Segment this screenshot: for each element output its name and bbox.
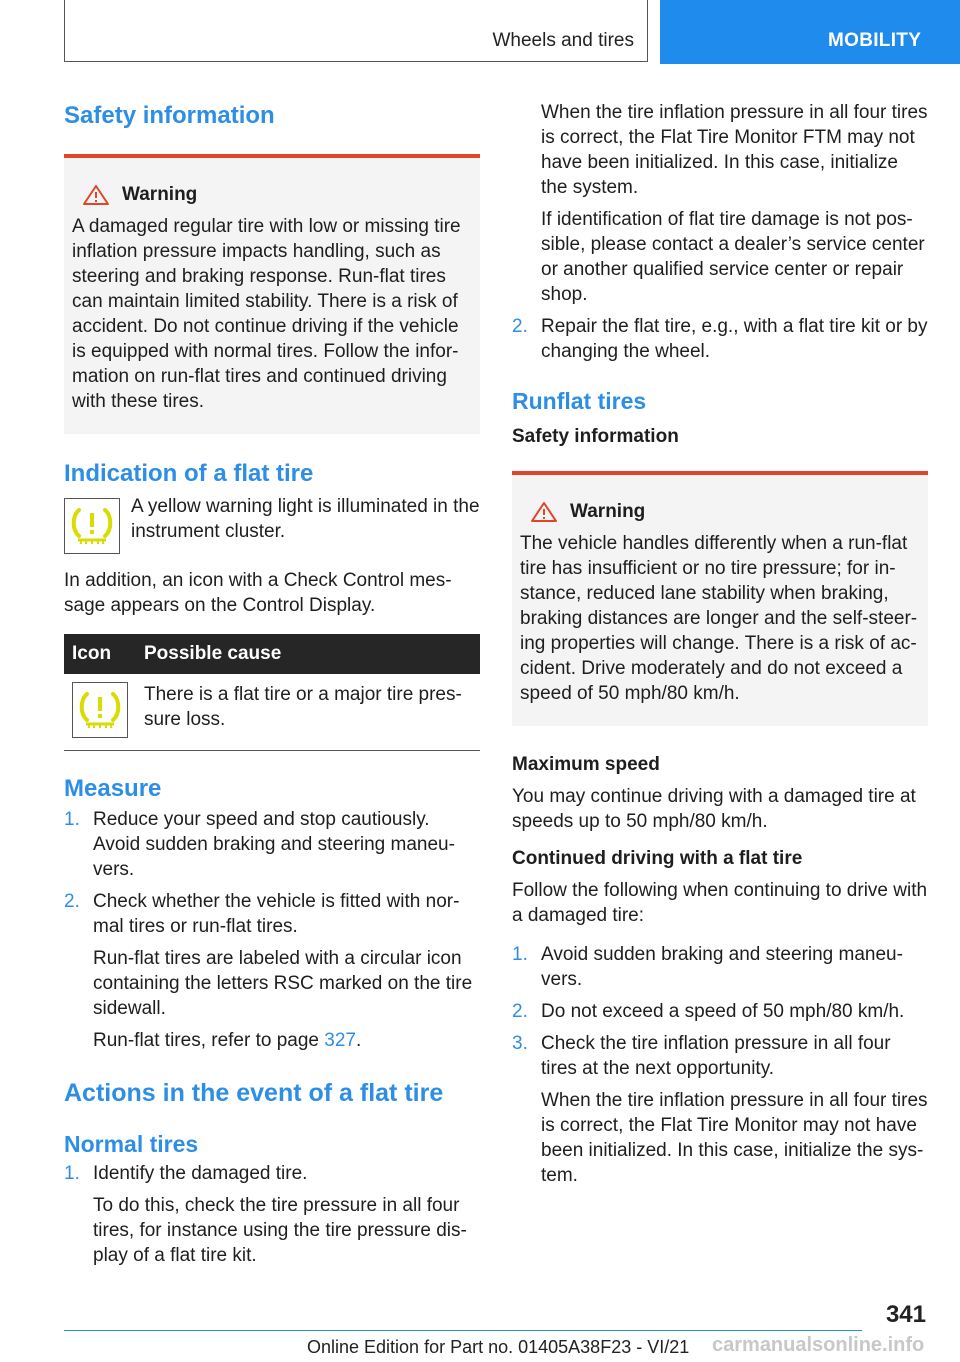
warning-box <box>512 471 928 726</box>
measure-heading: Measure <box>64 775 162 802</box>
continued-driving-list <box>512 942 928 1188</box>
indication-text: A yellow warning light is illuminated in the instrument cluster. <box>131 496 480 542</box>
right-column <box>512 100 928 1188</box>
list-item <box>512 314 928 364</box>
mobility-tab[interactable]: MOBILITY <box>660 0 960 64</box>
max-speed-text: You may continue driving with a damaged tire at speeds up to 50 mph/80 km/h. <box>512 786 916 832</box>
list-item <box>64 1161 480 1268</box>
runflat-heading: Runflat tires <box>512 388 647 414</box>
left-column <box>64 100 480 1268</box>
list-subtext-ref <box>93 1028 480 1053</box>
warning-text: A damaged regular tire with low or missing tire inflation pressure impacts handling, such as steering and braking response. Run-flat tires can maintain limited stability. There is a risk of accident. Do not continue driving if the vehicle is equipped with normal tires. Follow the infor-mation on run-flat tires and continued driving with these tires. <box>72 216 461 412</box>
runflat-safety-heading: Safety information <box>512 426 679 447</box>
list-item <box>64 807 480 882</box>
measure-list <box>64 807 480 1053</box>
watermark: carmanualsonline.info <box>712 1334 925 1356</box>
list-item <box>64 889 480 1053</box>
list-text: Do not exceed a speed of 50 mph/80 km/h. <box>541 1001 905 1022</box>
page-number: 341 <box>885 1301 926 1328</box>
warning-triangle-icon <box>530 501 558 523</box>
warning-title-text: Warning <box>122 184 198 205</box>
warning-title-text: Warning <box>570 501 646 522</box>
indication-heading: Indication of a flat tire <box>64 460 314 487</box>
list-number: 1. <box>512 944 528 965</box>
tire-warning-icon <box>72 682 128 738</box>
safety-information-heading: Safety information <box>64 102 275 129</box>
list-subtext: To do this, check the tire pressure in all four tires, for instance using the tire pressure dis-play of a flat tire kit. <box>93 1195 467 1266</box>
list-item <box>512 942 928 992</box>
table-header-cause: Possible cause <box>136 634 480 674</box>
list-number: 2. <box>512 316 528 337</box>
list-number: 2. <box>512 1001 528 1022</box>
max-speed-heading: Maximum speed <box>512 754 660 775</box>
section-title: Wheels and tires <box>492 30 634 51</box>
normal-tires-list-continued <box>512 100 928 364</box>
list-text: Check whether the vehicle is fitted with nor-mal tires or run-flat tires. <box>93 891 460 937</box>
list-subtext: Run-flat tires are labeled with a circular icon containing the letters RSC marked on the tire sidewall. <box>93 948 473 1019</box>
table-header-row <box>64 634 480 674</box>
warning-title <box>530 499 920 525</box>
list-item <box>512 999 928 1024</box>
list-number: 1. <box>64 1163 80 1184</box>
warning-title <box>82 182 472 208</box>
warning-text: The vehicle handles differently when a run-flat tire has insufficient or no tire pressure; for in-stance, reduced lane stability when braking, braking distances are longer and the self-steer-ing properties will change. There is a risk of ac-cident. Drive moderately and do not exceed a speed of 50 mph/80 km/h. <box>520 533 918 704</box>
page-link[interactable]: 327 <box>324 1030 356 1051</box>
footer-divider <box>64 1330 862 1331</box>
list-number: 2. <box>64 891 80 912</box>
warning-box <box>64 154 480 434</box>
ref-prefix: Run-flat tires, refer to page <box>93 1030 325 1051</box>
edition-text: Online Edition for Part no. 01405A38F23 - VI/21 <box>307 1337 690 1357</box>
list-text: Repair the flat tire, e.g., with a flat tire kit or by changing the wheel. <box>541 316 928 362</box>
list-subtext: When the tire inflation pressure in all four tires is correct, the Flat Tire Monitor FTM may not have been initialized. In this case, initialize the system. <box>541 102 928 198</box>
list-item <box>512 1031 928 1188</box>
tire-warning-icon <box>64 498 120 554</box>
table-cell-icon <box>64 674 136 751</box>
list-subtext: When the tire inflation pressure in all four tires is correct, the Flat Tire Monitor may not have been initialized. In this case, initialize the sys-tem. <box>541 1090 928 1186</box>
list-number: 3. <box>512 1033 528 1054</box>
list-item <box>512 100 928 307</box>
list-text: Avoid sudden braking and steering maneu-vers. <box>541 944 903 990</box>
table-cell-cause: There is a flat tire or a major tire pres-sure loss. <box>136 674 480 751</box>
continued-driving-text: Follow the following when continuing to drive with a damaged tire: <box>512 880 928 926</box>
ref-suffix: . <box>355 1030 362 1051</box>
warning-triangle-icon <box>82 184 110 206</box>
list-text: Identify the damaged tire. <box>93 1163 308 1184</box>
table-row <box>64 674 480 751</box>
normal-tires-heading: Normal tires <box>64 1131 199 1157</box>
continued-driving-heading: Continued driving with a flat tire <box>512 848 803 869</box>
normal-tires-list <box>64 1161 480 1268</box>
actions-heading: Actions in the event of a flat tire <box>64 1079 444 1107</box>
list-number: 1. <box>64 809 80 830</box>
list-subtext: If identification of flat tire damage is not pos-sible, please contact a dealer’s service center or another qualified service center or repair shop. <box>541 209 925 305</box>
indication-row <box>64 494 480 554</box>
table-header-icon: Icon <box>64 634 136 674</box>
causes-table <box>64 634 480 751</box>
additional-text: In addition, an icon with a Check Control mes-sage appears on the Control Display. <box>64 570 452 616</box>
list-text: Check the tire inflation pressure in all four tires at the next opportunity. <box>541 1033 891 1079</box>
list-text: Reduce your speed and stop cautiously. Avoid sudden braking and steering maneu-vers. <box>93 809 455 880</box>
